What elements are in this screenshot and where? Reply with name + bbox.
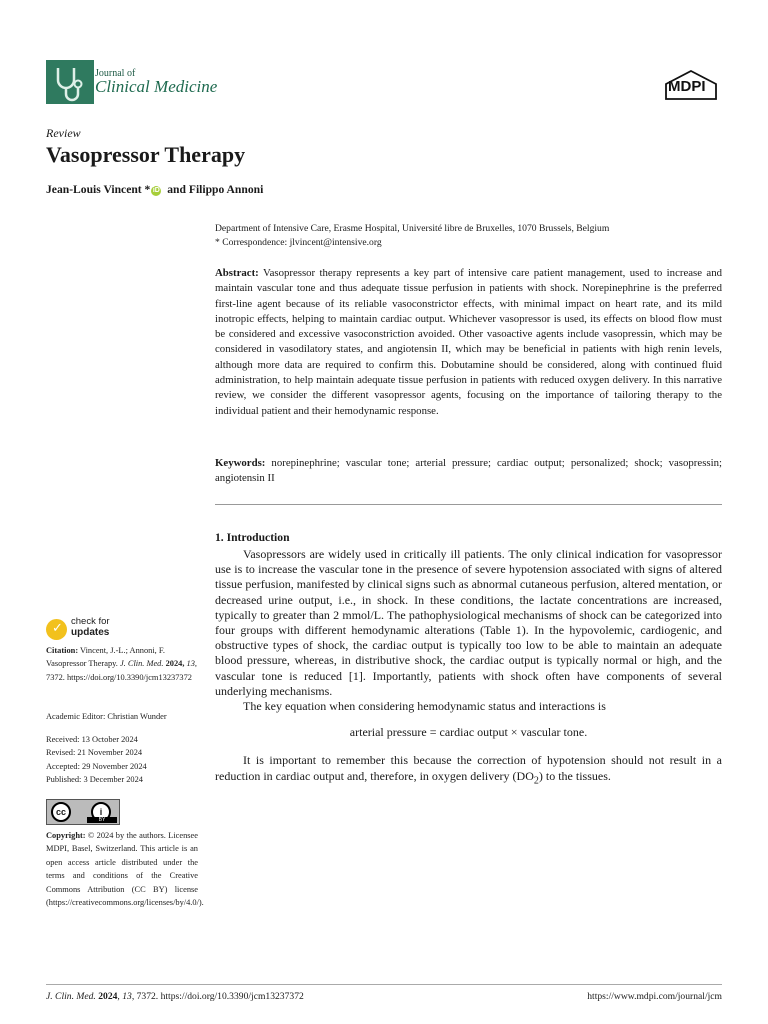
author-list	[46, 183, 263, 196]
introduction-body	[215, 547, 722, 788]
article-title: Vasopressor Therapy	[46, 142, 246, 167]
journal-logo	[46, 60, 94, 104]
cc-by-license-badge[interactable]	[46, 799, 120, 825]
footer-doi[interactable]: , 7372. https://doi.org/10.3390/jcm13237372	[131, 991, 304, 1002]
publisher-name: MDPI	[668, 78, 706, 95]
checkmark-icon: ✓	[52, 621, 63, 636]
citation-doi[interactable]: , 7372. https://doi.org/10.3390/jcm13237372	[46, 659, 197, 682]
affiliation: Department of Intensive Care, Erasme Hospital, Université libre de Bruxelles, 1070 Brussels, Belgium	[215, 223, 610, 234]
paragraph: The key equation when considering hemodynamic status and interactions is	[243, 699, 606, 714]
journal-url-link[interactable]: https://www.mdpi.com/journal/jcm	[587, 991, 722, 1002]
correspondence: * Correspondence: jlvincent@intensive.org	[215, 237, 382, 248]
stethoscope-icon	[46, 60, 94, 104]
publication-dates	[46, 733, 198, 787]
check-for-updates-label[interactable]: check for updates	[71, 616, 110, 638]
keywords-label: Keywords:	[215, 457, 266, 469]
footer-divider	[46, 984, 722, 985]
attribution-icon: i	[91, 802, 111, 822]
paragraph: Vasopressors are widely used in critically ill patients. The only clinical indication for vasopressor use is to increase the vascular tone in the presence of severe hypotension associated with signs of altered tissue perfusion, manifested by clinical signs such as abnormal cutaneous perfusion, altered mentation, or decreased urine output, i.e., in shock. In these conditions, the lactate concentrations are increased, typically to greater than 2 mmol/L. The pathophysiological mechanisms of shock can be categorized into four groups with different hemodynamic alterations (Table 1). In the hypovolemic, cardiogenic, and obstructive types of shock, the cardiac output is typically too low to be able to maintain an adequate blood pressure, whereas, in distributive shock, the cardiac output is typically normal or high, and the vascular tone is reduced [1]. Importantly, patients with shock often have components of several underlying mechanisms.	[215, 547, 722, 698]
paragraph: It is important to remember this because the correction of hypotension should not result in a reduction in cardiac output and, therefore, in oxygen delivery $(DO_2)$ to the tissues.	[215, 753, 722, 787]
equation: arterial pressure = cardiac output × vascular tone.	[349, 725, 588, 740]
citation-label: Citation:	[46, 646, 79, 655]
by-label: BY	[87, 817, 117, 823]
citation: Citation: Vincent, J.-L.; Annoni, F. Vasopressor Therapy. J. Clin. Med. 2024, 13, 7372. https://doi.org/10.3390/jcm13237372	[46, 646, 197, 682]
received-date: Received: 13 October 2024	[46, 735, 138, 744]
published-date: Published: 3 December 2024	[46, 775, 143, 785]
abstract-text: Vasopressor therapy represents a key part of intensive care patient management, used to increase and maintain vascular tone and thus adequate tissue perfusion in patients with shock. Norepinephrine is the preferred first-line agent because of its reliable vasoconstrictor effects, with minimal impact on heart rate, and its mild inotropic effects, helping to maintain cardiac output. Whichever vasopressor is used, its effects on blood flow must be considered and excessive vasoconstriction avoided. Other vasoactive agents include vasopressin, which may be considered in vasodilatory states, and angiotensin II, which may be beneficial in patients with high renin levels, although more data are required to confirm this. Dobutamine should be considered, along with continued fluid administration, to help maintain adequate tissue perfusion in patients with reduced oxygen delivery. In this narrative review, we consider the different vasopressor agents, focusing on the importance of tailoring therapy to the individual patient and their hemodynamic response.	[215, 267, 722, 417]
orcid-icon[interactable]: iD	[152, 187, 160, 194]
keywords	[215, 456, 722, 487]
footer-citation: J. Clin. Med. 2024, 13, 7372. https://doi.org/10.3390/jcm13237372	[46, 991, 304, 1002]
section-divider	[215, 504, 722, 505]
revised-date: Revised: 21 November 2024	[46, 748, 143, 758]
article-type: Review	[46, 126, 81, 140]
section-heading: 1. Introduction	[215, 531, 290, 544]
keywords-text: norepinephrine; vascular tone; arterial pressure; cardiac output; personalized; shock; vasopressin; angiotensin II	[215, 457, 722, 485]
table-reference-link[interactable]: 1	[515, 623, 522, 638]
journal-of-label: Journal of	[95, 68, 136, 79]
author-name[interactable]: Filippo Annoni	[188, 183, 264, 196]
accepted-date: Accepted: 29 November 2024	[46, 761, 147, 771]
citation-reference-link[interactable]: 1	[352, 668, 359, 683]
copyright-label: Copyright:	[46, 831, 86, 840]
abstract	[215, 266, 722, 419]
abstract-label: Abstract:	[215, 267, 259, 279]
author-name[interactable]: Jean-Louis Vincent *	[46, 183, 151, 196]
academic-editor: Academic Editor: Christian Wunder	[46, 712, 167, 721]
copyright-notice: Copyright: © 2024 by the authors. Licensee MDPI, Basel, Switzerland. This article is an open access article distributed under the terms and conditions of the Creative Commons Attribution (CC BY) license (https://creativecommons.org/licenses/by/4.0/).	[46, 831, 204, 908]
journal-name: Clinical Medicine	[95, 77, 218, 96]
cc-icon: cc	[51, 802, 71, 822]
author-separator: and	[164, 183, 189, 196]
